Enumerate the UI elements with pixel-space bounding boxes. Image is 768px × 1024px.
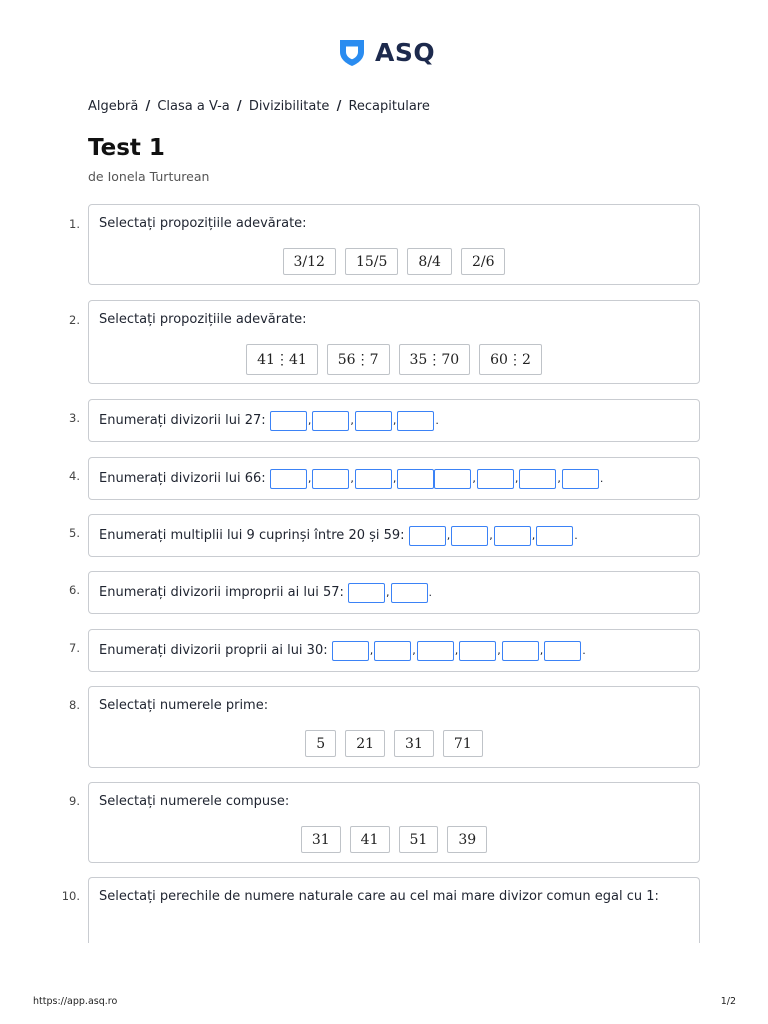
question-4-card	[88, 457, 700, 500]
answer-options	[89, 826, 699, 853]
question-5-card	[88, 514, 700, 557]
option-box[interactable]: 71	[443, 730, 483, 757]
question-6-card	[88, 571, 700, 614]
breadcrumb-item-class[interactable]: Clasa a V-a	[157, 99, 230, 114]
shield-check-icon	[337, 37, 367, 67]
option-box[interactable]: 3/12	[283, 248, 336, 275]
answer-input[interactable]	[544, 641, 581, 661]
answer-input[interactable]	[348, 583, 385, 603]
answer-input[interactable]	[312, 411, 349, 431]
question-text: Selectați propozițiile adevărate:	[99, 216, 307, 231]
question-text: Selectați propozițiile adevărate:	[99, 312, 307, 327]
question-10-card	[88, 877, 700, 943]
option-box[interactable]: 41⋮41	[246, 344, 318, 375]
comma-separator: ,	[454, 644, 459, 657]
question-number: 6.	[69, 583, 80, 597]
question-text: Enumerați multiplii lui 9 cuprinși între 20 și 59:	[99, 528, 405, 543]
end-period: .	[574, 529, 578, 542]
comma-separator: ,	[350, 414, 354, 427]
answer-options	[89, 248, 699, 275]
question-line	[99, 458, 604, 499]
comma-separator: ,	[392, 472, 397, 485]
breadcrumb-separator: /	[145, 99, 151, 114]
comma-separator: ,	[350, 472, 354, 485]
answer-input[interactable]	[459, 641, 496, 661]
comma-separator: ,	[392, 414, 397, 427]
comma-separator: ,	[307, 414, 312, 427]
comma-separator: ,	[557, 472, 561, 485]
answer-input[interactable]	[374, 641, 411, 661]
answer-input[interactable]	[536, 526, 573, 546]
question-number: 3.	[69, 411, 80, 425]
comma-separator: ,	[412, 644, 416, 657]
answer-input[interactable]	[391, 583, 428, 603]
author-line: de Ionela Turturean	[88, 169, 210, 184]
question-8-card	[88, 686, 700, 768]
answer-input[interactable]	[451, 526, 488, 546]
option-box[interactable]: 21	[345, 730, 385, 757]
breadcrumb-item-divisibility[interactable]: Divizibilitate	[248, 99, 330, 114]
answer-input[interactable]	[397, 411, 434, 431]
question-number: 8.	[69, 698, 80, 712]
question-line	[99, 400, 440, 441]
answer-options	[89, 730, 699, 757]
breadcrumb-item-algebra[interactable]: Algebră	[88, 99, 139, 114]
option-box[interactable]: 56⋮7	[327, 344, 390, 375]
brand-name: ASQ	[375, 37, 436, 67]
option-box[interactable]: 39	[447, 826, 487, 853]
question-9-card	[88, 782, 700, 863]
answer-input[interactable]	[562, 469, 599, 489]
answer-input[interactable]	[355, 469, 392, 489]
comma-separator: ,	[489, 529, 493, 542]
question-number: 1.	[69, 217, 80, 231]
option-box[interactable]: 31	[394, 730, 434, 757]
answer-input[interactable]	[270, 411, 307, 431]
end-period: .	[428, 586, 433, 599]
question-2-card	[88, 300, 700, 384]
end-period: .	[435, 414, 439, 427]
answer-options	[89, 344, 699, 375]
comma-separator: ,	[307, 472, 312, 485]
answer-input[interactable]	[397, 469, 434, 489]
comma-separator: ,	[531, 529, 536, 542]
question-line	[99, 515, 579, 556]
comma-separator: ,	[472, 472, 476, 485]
answer-input[interactable]	[519, 469, 556, 489]
question-text: Enumerați divizorii lui 27:	[99, 413, 266, 428]
question-line	[99, 630, 587, 671]
answer-input[interactable]	[494, 526, 531, 546]
comma-separator: ,	[386, 586, 390, 599]
question-text: Selectați numerele compuse:	[99, 794, 290, 809]
question-number: 5.	[69, 526, 80, 540]
comma-separator: ,	[369, 644, 374, 657]
end-period: .	[582, 644, 586, 657]
end-period: .	[599, 472, 604, 485]
answer-input[interactable]	[477, 469, 514, 489]
question-1-card	[88, 204, 700, 285]
option-box[interactable]: 41	[350, 826, 390, 853]
page-title: Test 1	[88, 135, 165, 161]
option-box[interactable]: 8/4	[407, 248, 452, 275]
breadcrumb	[88, 99, 430, 114]
question-text: Enumerați divizorii proprii ai lui 30:	[99, 643, 328, 658]
answer-input[interactable]	[355, 411, 392, 431]
breadcrumb-separator: /	[236, 99, 242, 114]
question-number: 10.	[61, 889, 80, 903]
comma-separator: ,	[446, 529, 451, 542]
page-number: 1/2	[720, 996, 736, 1007]
comma-separator: ,	[497, 644, 501, 657]
breadcrumb-separator: /	[336, 99, 342, 114]
option-box[interactable]: 15/5	[345, 248, 398, 275]
breadcrumb-item-review[interactable]: Recapitulare	[348, 99, 430, 114]
answer-input[interactable]	[417, 641, 454, 661]
option-box[interactable]: 60⋮2	[479, 344, 542, 375]
option-box[interactable]: 31	[301, 826, 341, 853]
answer-input[interactable]	[502, 641, 539, 661]
option-box[interactable]: 35⋮70	[399, 344, 471, 375]
question-text: Selectați numerele prime:	[99, 698, 269, 713]
question-number: 9.	[69, 794, 80, 808]
question-number: 4.	[69, 469, 80, 483]
question-3-card	[88, 399, 700, 442]
question-line	[99, 572, 433, 613]
question-text: Enumerați divizorii improprii ai lui 57:	[99, 585, 344, 600]
question-number: 2.	[69, 313, 80, 327]
footer-url[interactable]: https://app.asq.ro	[33, 996, 118, 1007]
option-box[interactable]: 51	[399, 826, 439, 853]
answer-input[interactable]	[312, 469, 349, 489]
option-box[interactable]: 2/6	[461, 248, 506, 275]
option-box[interactable]: 5	[305, 730, 336, 757]
answer-input[interactable]	[434, 469, 471, 489]
question-7-card	[88, 629, 700, 672]
question-number: 7.	[69, 641, 80, 655]
answer-input[interactable]	[332, 641, 369, 661]
comma-separator: ,	[539, 644, 544, 657]
question-text: Selectați perechile de numere naturale care au cel mai mare divizor comun egal cu 1:	[99, 889, 659, 904]
comma-separator: ,	[514, 472, 519, 485]
answer-input[interactable]	[409, 526, 446, 546]
question-text: Enumerați divizorii lui 66:	[99, 471, 266, 486]
answer-input[interactable]	[270, 469, 307, 489]
brand-logo	[337, 37, 435, 67]
